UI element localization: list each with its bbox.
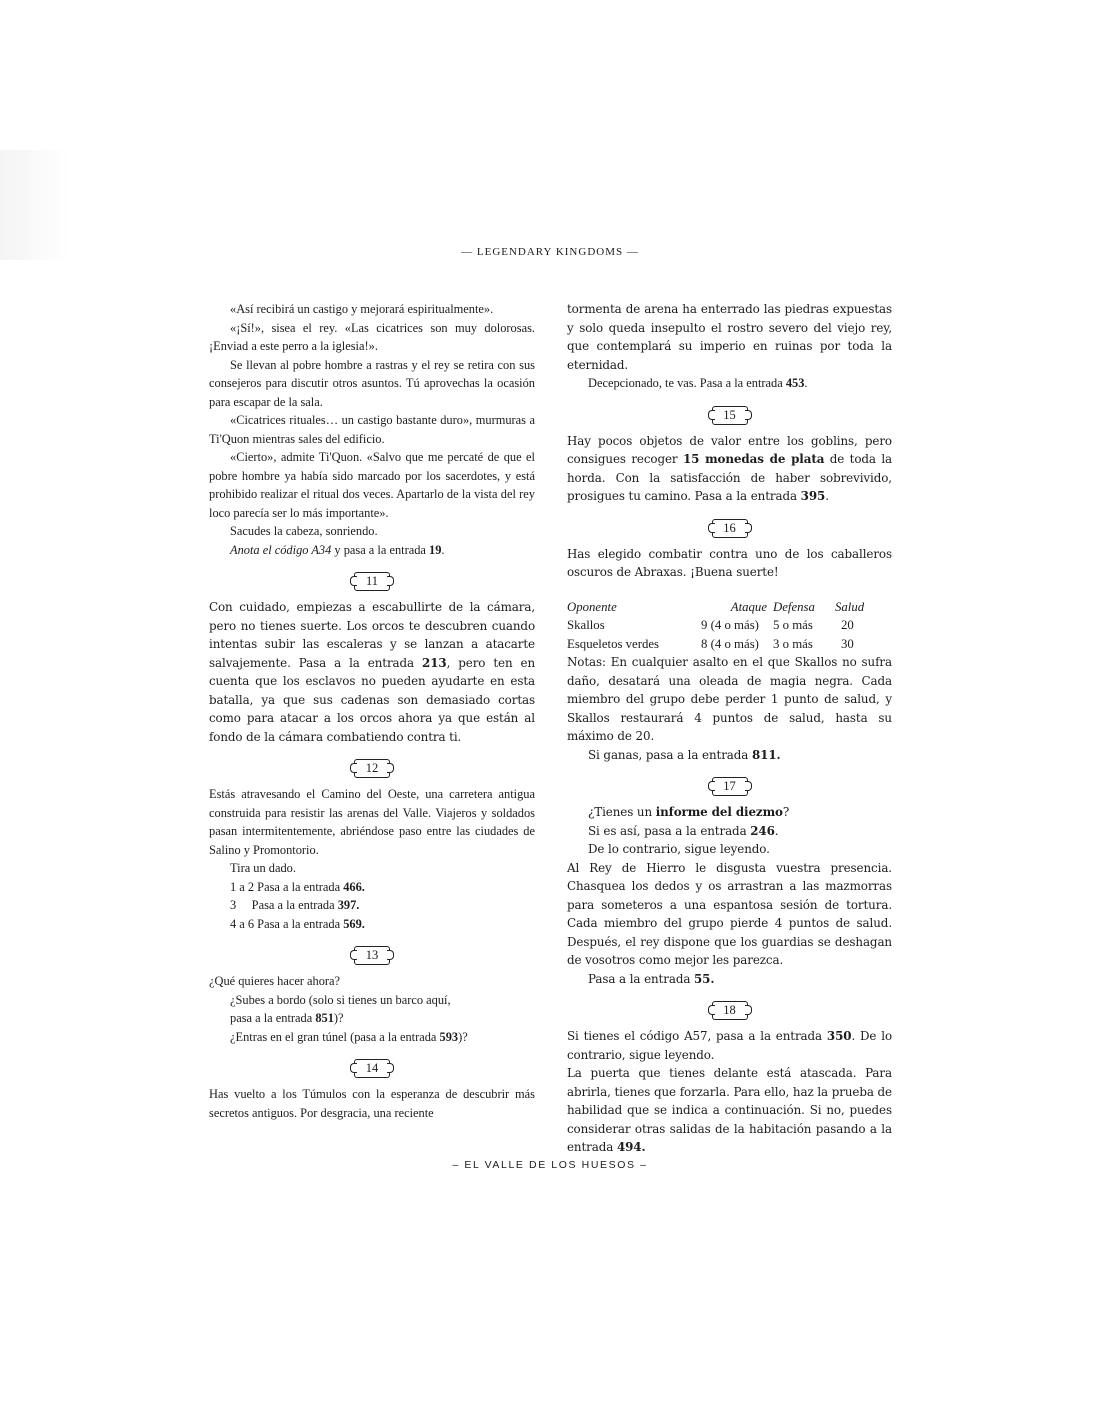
paragraph: De lo contrario, sigue leyendo. (588, 842, 770, 856)
paragraph: Has vuelto a los Túmulos con la esperanza de descubrir más secretos antiguos. Por desgracia, una reciente (209, 1087, 535, 1120)
entry-link[interactable]: 851 (315, 1011, 334, 1025)
punct: . (361, 879, 365, 894)
paragraph: Se llevan al pobre hombre a rastras y el rey se retira con sus consejeros para discutir otros asuntos. Tú aprovechas la ocasión para escapar de la sala. (209, 357, 535, 409)
entry-link[interactable]: 593 (439, 1029, 459, 1044)
entry-badge: 16 (712, 519, 748, 538)
text: 4 a 6 Pasa a la entrada (230, 916, 344, 931)
entry-link[interactable]: 55 (694, 971, 711, 986)
entry-heading-11 (209, 572, 535, 591)
entry-badge: 17 (712, 777, 748, 796)
table-cell: 20 (841, 618, 854, 632)
paragraph (567, 1027, 892, 1064)
entry-link[interactable]: 213 (422, 655, 447, 670)
entry-heading-18 (567, 1001, 892, 1020)
punct: . (441, 542, 445, 557)
left-column (209, 300, 535, 1122)
paragraph: Al Rey de Hierro le disgusta vuestra presencia. Chasquea los dedos y os arrastran a las mazmorras para someteros a una espantosa sesión de tortura. Cada miembro del grupo pierde 4 puntos de salud. Después, el rey dispone que los guardias se deshagan de vosotros como mejor les parezca. (567, 860, 892, 967)
punct: . (641, 1140, 646, 1154)
paragraph: Tira un dado. (230, 861, 296, 875)
text: 3 Pasa a la entrada (230, 898, 338, 912)
choice-option (209, 1028, 535, 1047)
code-note-text: y pasa a la entrada (331, 542, 429, 557)
column-header: Oponente (567, 599, 617, 614)
text: Si tienes el código A57, pasa a la entrada (567, 1029, 827, 1043)
text: pasa a la entrada (230, 1011, 316, 1025)
right-column (567, 300, 892, 1157)
entry-link[interactable]: 811 (751, 747, 777, 762)
punct: . (774, 823, 779, 838)
punct: . (804, 376, 808, 390)
table-cell: 3 o más (773, 636, 813, 651)
table-cell: 5 o más (773, 618, 813, 632)
text: ¿Tienes un (588, 805, 656, 819)
paragraph: «Cierto», admite Ti'Quon. «Salvo que me percaté de que el pobre hombre ya había sido marcado por los sacerdotes, y está prohibido realizar el ritual dos veces. Apartarlo de la vista del rey loco parecía ser lo más importante». (209, 450, 535, 520)
entry-link[interactable]: 395 (800, 489, 826, 503)
choice-option (209, 1009, 535, 1028)
text: . De lo contrario, sigue leyendo. (567, 1029, 892, 1062)
table-cell: Esqueletos verdes (567, 636, 660, 651)
item-highlight: 15 monedas de plata (682, 452, 825, 466)
paragraph (567, 822, 892, 841)
text: , pero ten en cuenta que los esclavos no pueden ayudarte en esta batalla, ya que sus cadenas son demasiado cortas como para atacar a los orcos ahora ya que están al fondo de la cámara combatiendo contra ti. (209, 655, 535, 744)
entry-heading-12 (209, 759, 535, 778)
entry-badge: 13 (354, 946, 390, 965)
paragraph: ¿Qué quieres hacer ahora? (209, 974, 341, 988)
punct: . (710, 971, 715, 986)
paragraph: Has elegido combatir contra uno de los caballeros oscuros de Abraxas. ¡Buena suerte! (567, 546, 892, 579)
paragraph: «¡Sí!», sisea el rey. «Las cicatrices son muy dolorosas. ¡Enviad a este perro a la iglesia!». (209, 320, 535, 353)
entry-badge: 18 (712, 1001, 748, 1020)
column-header: Defensa (773, 599, 815, 614)
column-header: Salud (835, 599, 865, 614)
punct: )? (458, 1029, 468, 1044)
column-header: Ataque (730, 599, 767, 614)
entry-badge: 15 (712, 406, 748, 425)
entry-link[interactable]: 397 (337, 898, 357, 912)
entry-badge: 14 (354, 1059, 390, 1078)
table-cell: 8 (4 o más) (701, 636, 759, 651)
paragraph: tormenta de arena ha enterrado las piedras expuestas y solo queda insepulto el rostro severo del viejo rey, que contemplará su imperio en ruinas por toda la eternidad. (567, 302, 892, 372)
page-edge-shadow (0, 150, 70, 260)
text: de toda la horda. Con la satisfacción de haber sobrevivido, prosigues tu camino. Pasa a la entrada (567, 452, 893, 503)
entry-link[interactable]: 494 (616, 1140, 642, 1154)
text: La puerta que tienes delante está atascada. Para abrirla, tienes que forzarla. Para ello, haz la prueba de habilidad que se indica a continuación. Si no, puedes considerar otras salidas de la habitación pasando a la entrada (567, 1066, 892, 1154)
entry-badge: 12 (354, 759, 390, 778)
roll-option (209, 915, 535, 934)
punct: . (825, 489, 829, 503)
roll-option (209, 878, 535, 897)
punct: )? (333, 1011, 344, 1025)
paragraph (209, 598, 535, 746)
entry-heading-15 (567, 406, 892, 425)
punct: ? (782, 805, 790, 819)
entry-link[interactable]: 453 (785, 376, 805, 390)
paragraph: Notas: En cualquier asalto en el que Skallos no sufra daño, desatará una oleada de magia negra. Cada miembro del grupo debe perder 1 punto de salud, y Skallos restaurará 4 puntos de salud, hasta su máximo de 20. (567, 655, 892, 743)
running-head: — LEGENDARY KINGDOMS — (461, 246, 639, 258)
punct: . (356, 898, 360, 912)
paragraph (567, 746, 892, 765)
table-cell: 9 (4 o más) (701, 618, 759, 632)
text: Decepcionado, te vas. Pasa a la entrada (588, 376, 786, 390)
text: 1 a 2 Pasa a la entrada (230, 879, 344, 894)
paragraph (567, 803, 892, 822)
entry-link[interactable]: 246 (750, 823, 775, 838)
paragraph (567, 1064, 892, 1157)
paragraph (567, 970, 892, 989)
table-row (567, 635, 867, 654)
entry-link[interactable]: 19 (429, 542, 442, 557)
choice-option: ¿Subes a bordo (solo si tienes un barco aquí, (230, 992, 451, 1007)
paragraph: Sacudes la cabeza, sonriendo. (230, 524, 378, 538)
table-header-row (567, 598, 867, 617)
table-row (567, 616, 867, 635)
entry-link[interactable]: 569 (343, 916, 362, 931)
entry-heading-13 (209, 946, 535, 965)
text: Si es así, pasa a la entrada (588, 823, 751, 838)
running-foot: – EL VALLE DE LOS HUESOS – (452, 1159, 648, 1171)
entry-badge: 11 (354, 572, 390, 591)
paragraph: «Cicatrices rituales… un castigo bastante duro», murmuras a Ti'Quon mientras sales del edificio. (209, 413, 535, 446)
paragraph (567, 374, 892, 393)
text: Pasa a la entrada (588, 971, 694, 986)
code-note-italic: Anota el código A34 (230, 542, 332, 557)
code-note (209, 541, 535, 560)
text: Si ganas, pasa a la entrada (588, 747, 752, 762)
text: Hay pocos objetos de valor entre los goblins, pero consigues recoger (567, 433, 892, 466)
item-highlight: informe del diezmo (655, 805, 783, 819)
punct: . (776, 747, 781, 762)
paragraph: Estás atravesando el Camino del Oeste, una carretera antigua construida para resistir las arenas del Valle. Viajeros y soldados pasan intermitentemente, abriéndose paso entre las ciudades de Salino y Promontorio. (209, 787, 535, 857)
text: Con cuidado, empiezas a escabullirte de la cámara, pero no tienes suerte. Los orcos te descubren cuando intentas subir las escaleras y se lanzan a atacarte salvajemente. Pasa a la entrada (209, 600, 535, 670)
paragraph (567, 432, 892, 506)
roll-option (209, 896, 535, 915)
text: ¿Entras en el gran túnel (pasa a la entrada (230, 1029, 440, 1044)
entry-heading-14 (209, 1059, 535, 1078)
entry-link[interactable]: 466 (343, 879, 362, 894)
spacer (567, 582, 892, 596)
paragraph: «Así recibirá un castigo y mejorará espiritualmente». (230, 302, 494, 316)
entry-heading-16 (567, 519, 892, 538)
combat-table (567, 598, 867, 654)
entry-heading-17 (567, 777, 892, 796)
entry-link[interactable]: 350 (826, 1029, 852, 1043)
punct: . (361, 916, 365, 931)
table-cell: Skallos (567, 618, 605, 632)
table-cell: 30 (841, 636, 854, 651)
